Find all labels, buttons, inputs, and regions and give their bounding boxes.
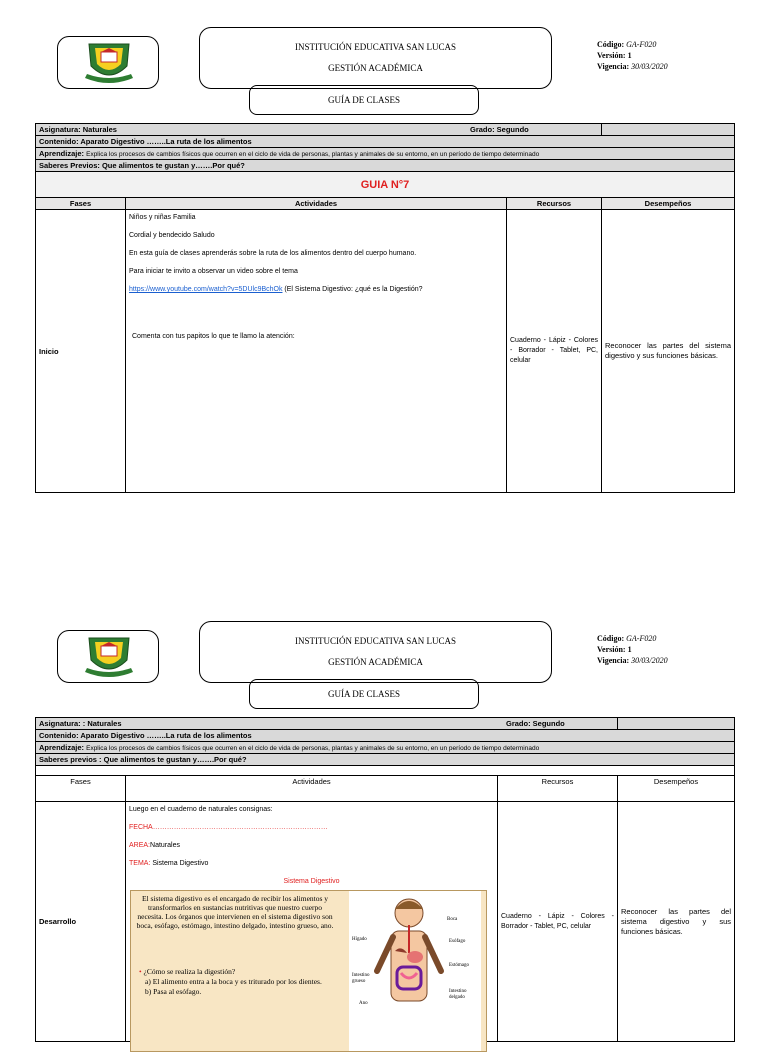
tema-line xyxy=(129,859,494,868)
guide-label-box xyxy=(249,85,479,115)
activity-comment: Comenta con tus papitos lo que te llamo la atención: xyxy=(132,333,295,340)
activity-greeting: Niños y niñas Familia xyxy=(129,214,196,221)
digestive-system-icon xyxy=(349,891,481,1051)
institution-name: INSTITUCIÓN EDUCATIVA SAN LUCAS xyxy=(294,636,457,646)
subject-cell: Asignatura: : Naturales xyxy=(36,718,618,730)
institution-name: INSTITUCIÓN EDUCATIVA SAN LUCAS xyxy=(294,42,457,52)
fecha-line xyxy=(129,823,494,832)
fecha-dots: ………………………………………………………………… xyxy=(152,824,328,831)
learning-label: Aprendizaje: xyxy=(39,743,85,752)
code-value: GA-F020 xyxy=(626,634,657,643)
resources-cell xyxy=(507,210,602,493)
learning-label: Aprendizaje: xyxy=(39,149,85,158)
performance-cell xyxy=(602,210,735,493)
resources-text: Cuaderno - Lápiz - Colores - Borrador - Tablet, PC, celular xyxy=(510,337,598,364)
textbook-excerpt xyxy=(130,890,487,1052)
textbook-question: • ¿Cómo se realiza la digestión? xyxy=(139,967,236,976)
guide-label-box-2 xyxy=(249,679,479,709)
performance-cell xyxy=(618,802,735,1042)
label-intestino-delgado: Intestino delgado xyxy=(449,989,467,1000)
textbook-paragraph: El sistema digestivo es el encargado de recibir los alimentos y transformarlos en sustancias nutritivas que nuestro cuerpo necesita. Los órganos que intervienen en el sistema digestivo son boca, esófago, estómago, intestino delgado, intestino grueso, ano. xyxy=(136,894,334,930)
school-crest-icon xyxy=(79,634,139,680)
area-value: Naturales xyxy=(150,842,180,849)
textbook-answer-b: b) Pasa al esófago. xyxy=(145,987,202,996)
tema-label: TEMA: xyxy=(129,860,151,867)
department-name: GESTIÓN ACADÉMICA xyxy=(328,657,423,667)
lesson-table-2 xyxy=(35,717,735,1042)
lesson-table-1 xyxy=(35,123,735,493)
activity-video-invite: Para iniciar te invito a observar un video sobre el tema xyxy=(129,268,298,275)
code-value: GA-F020 xyxy=(626,40,657,49)
logo-box xyxy=(57,36,159,89)
code-label: Código: xyxy=(597,40,625,49)
activity-salute: Cordial y bendecido Saludo xyxy=(129,232,215,239)
learning-cell xyxy=(36,148,735,160)
department-name: GESTIÓN ACADÉMICA xyxy=(328,63,423,73)
activities-cell xyxy=(126,802,498,1042)
col-resources: Recursos xyxy=(507,198,602,210)
label-ano: Ano xyxy=(359,1001,368,1006)
center-title: Sistema Digestivo xyxy=(283,878,340,885)
label-esofago: Esófago xyxy=(449,939,466,944)
phase-cell: Inicio xyxy=(36,210,126,493)
learning-cell xyxy=(36,742,735,754)
guide-number-cell xyxy=(36,172,735,198)
activity-intro: En esta guía de clases aprenderás sobre la ruta de los alimentos dentro del cuerpo humano. xyxy=(129,250,417,257)
learning-text: Explica los procesos de cambios físicos que ocurren en el ciclo de vida de personas, plantas y animales de su entorno, en un período de tiempo determinado xyxy=(86,745,540,752)
label-estomago: Estómago xyxy=(449,963,469,968)
grade-text: Grado: Segundo xyxy=(470,125,529,134)
col-phases: Fases xyxy=(36,198,126,210)
grade-cell xyxy=(470,124,735,136)
area-line xyxy=(129,841,494,850)
learning-text: Explica los procesos de cambios físicos que ocurren en el ciclo de vida de personas, plantas y animales de su entorno, en un período de tiempo determinado xyxy=(86,151,540,158)
performance-text: Reconocer las partes del sistema digestivo y sus funciones básicas. xyxy=(621,906,731,936)
col-resources: Recursos xyxy=(498,776,618,802)
label-boca: Boca xyxy=(447,917,458,922)
institution-header-2 xyxy=(199,621,552,683)
tema-value: Sistema Digestivo xyxy=(150,860,209,867)
content-cell: Contenido: Aparato Digestivo ……..La ruta de los alimentos xyxy=(36,136,735,148)
logo-box-2 xyxy=(57,630,159,683)
guide-label: GUÍA DE CLASES xyxy=(327,95,400,105)
resources-text: Cuaderno - Lápiz - Colores - Borrador - Tablet, PC, celular xyxy=(501,912,614,930)
activities-cell xyxy=(126,210,507,493)
col-activities: Actividades xyxy=(126,198,507,210)
validity-value: 30/03/2020 xyxy=(631,656,668,665)
document-meta xyxy=(597,39,727,72)
version-value: 1 xyxy=(627,645,632,654)
prior-knowledge-cell: Saberes Previos: Que alimentos te gustan y…….Por qué? xyxy=(36,160,735,172)
prior-knowledge-cell: Saberes previos : Que alimentos te gustan y…….Por qué? xyxy=(36,754,735,766)
col-performance: Desempeños xyxy=(618,776,735,802)
textbook-answer-a: a) El alimento entra a la boca y es triturado por los dientes. xyxy=(145,977,322,986)
version-label: Versión: xyxy=(597,51,626,60)
activity-video xyxy=(129,285,503,294)
content-cell: Contenido: Aparato Digestivo ……..La ruta de los alimentos xyxy=(36,730,735,742)
code-label: Código: xyxy=(597,634,625,643)
video-title: (El Sistema Digestivo: ¿qué es la Digestión? xyxy=(282,286,423,293)
grade-cell xyxy=(506,718,735,730)
phase-cell: Desarrollo xyxy=(36,802,126,1042)
school-crest-icon xyxy=(79,40,139,86)
activity-notebook: Luego en el cuaderno de naturales consignas: xyxy=(129,806,273,813)
subject-cell: Asignatura: Naturales xyxy=(36,124,602,136)
validity-value: 30/03/2020 xyxy=(631,62,668,71)
spacer-row xyxy=(36,766,735,776)
performance-text: Reconocer las partes del sistema digestivo y sus funciones básicas. xyxy=(605,341,731,360)
document-meta-2 xyxy=(597,633,727,666)
grade-text: Grado: Segundo xyxy=(506,719,565,728)
version-label: Versión: xyxy=(597,645,626,654)
institution-header xyxy=(199,27,552,89)
col-performance: Desempeños xyxy=(602,198,735,210)
col-phases: Fases xyxy=(36,776,126,802)
fecha-label: FECHA xyxy=(129,824,153,831)
textbook-questions xyxy=(139,967,349,997)
guide-label: GUÍA DE CLASES xyxy=(327,689,400,699)
validity-label: Vigencia: xyxy=(597,62,630,71)
digestive-diagram xyxy=(349,891,481,1051)
area-label: AREA: xyxy=(129,842,151,849)
col-activities: Actividades xyxy=(126,776,498,802)
label-higado: Hígado xyxy=(352,937,367,942)
guide-number: GUIA N°7 xyxy=(360,178,410,191)
resources-cell xyxy=(498,802,618,1042)
label-intestino-grueso: Intestino grueso xyxy=(352,973,370,984)
validity-label: Vigencia: xyxy=(597,656,630,665)
version-value: 1 xyxy=(627,51,632,60)
video-link[interactable]: https://www.youtube.com/watch?v=5DUlc9BchOk xyxy=(129,286,283,293)
